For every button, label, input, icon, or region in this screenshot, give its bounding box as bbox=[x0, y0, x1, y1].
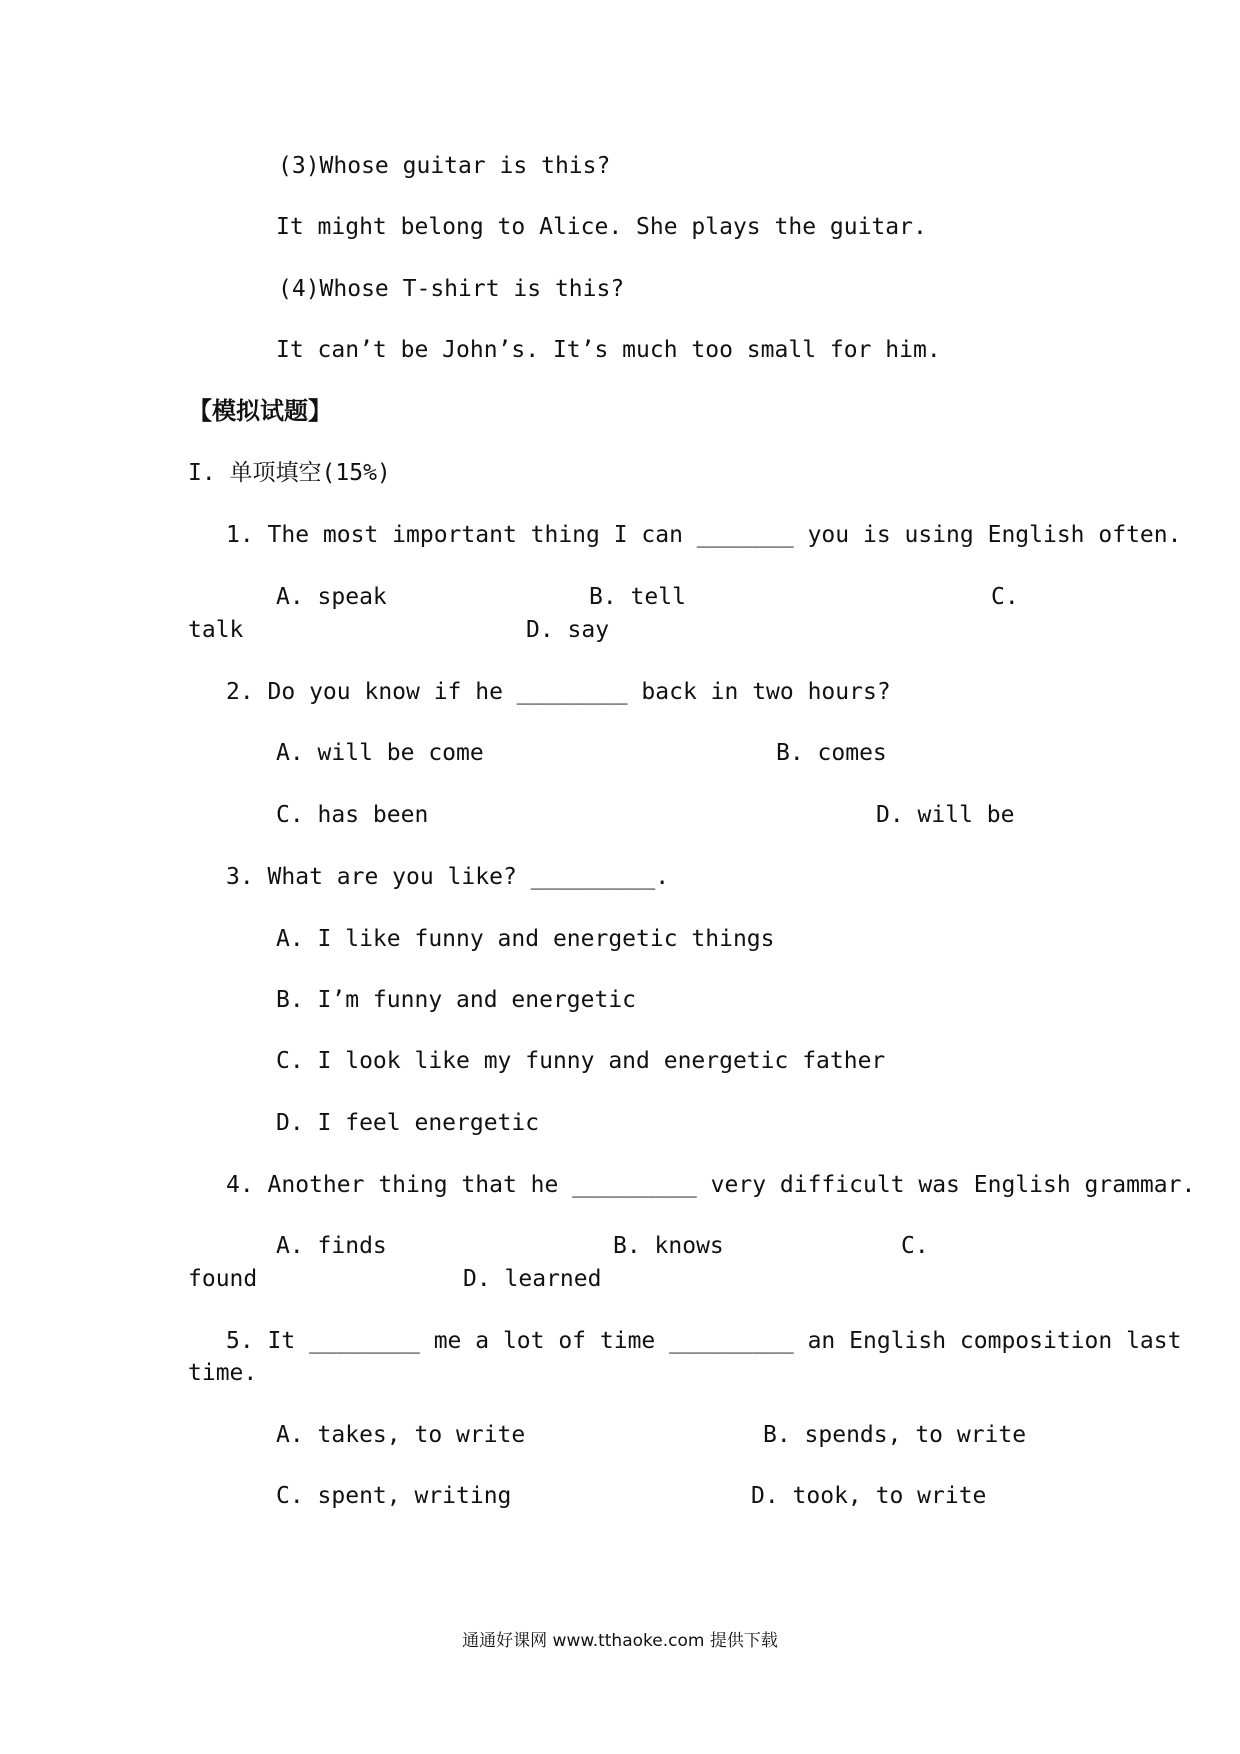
question-4-option-a: A. finds bbox=[276, 1233, 387, 1259]
section-title: 【模拟试题】 bbox=[188, 397, 332, 425]
question-5-stem: 5. It ________ me a lot of time _________ an English composition last bbox=[226, 1328, 1182, 1354]
question-1-option-c-text: talk bbox=[188, 617, 244, 643]
intro-question-3: (3)Whose guitar is this? bbox=[278, 153, 611, 179]
question-5-option-a: A. takes, to write bbox=[276, 1422, 526, 1448]
part-title: I. 单项填空(15%) bbox=[188, 460, 391, 486]
question-5-stem-continued: time. bbox=[188, 1360, 258, 1386]
question-2-option-c: C. has been bbox=[276, 802, 429, 828]
question-2-option-d: D. will be bbox=[876, 802, 1015, 828]
question-4-option-c: C. bbox=[901, 1233, 929, 1259]
question-1-option-c: C. bbox=[991, 584, 1019, 610]
question-1-option-b: B. tell bbox=[589, 584, 686, 610]
question-1-stem: 1. The most important thing I can _______ you is using English often. bbox=[226, 522, 1182, 548]
intro-answer-3: It might belong to Alice. She plays the guitar. bbox=[276, 214, 927, 240]
question-4-stem: 4. Another thing that he _________ very difficult was English grammar. bbox=[226, 1172, 1196, 1198]
question-3-stem: 3. What are you like? _________. bbox=[226, 864, 670, 890]
intro-answer-4: It can’t be John’s. It’s much too small for him. bbox=[276, 337, 941, 363]
question-2-stem: 2. Do you know if he ________ back in two hours? bbox=[226, 679, 891, 705]
question-4-option-c-text: found bbox=[188, 1266, 258, 1292]
question-5-option-d: D. took, to write bbox=[751, 1483, 987, 1509]
question-2-option-b: B. comes bbox=[776, 740, 887, 766]
question-1-option-a: A. speak bbox=[276, 584, 387, 610]
question-4-option-d: D. learned bbox=[463, 1266, 602, 1292]
question-3-option-a: A. I like funny and energetic things bbox=[276, 926, 775, 952]
page-footer: 通通好课网 www.tthaoke.com 提供下载 bbox=[462, 1631, 778, 1651]
question-3-option-d: D. I feel energetic bbox=[276, 1110, 540, 1136]
question-5-option-b: B. spends, to write bbox=[763, 1422, 1027, 1448]
question-4-option-b: B. knows bbox=[613, 1233, 724, 1259]
question-3-option-c: C. I look like my funny and energetic father bbox=[276, 1048, 886, 1074]
question-2-option-a: A. will be come bbox=[276, 740, 484, 766]
question-5-option-c: C. spent, writing bbox=[276, 1483, 512, 1509]
question-3-option-b: B. I’m funny and energetic bbox=[276, 987, 637, 1013]
intro-question-4: (4)Whose T-shirt is this? bbox=[278, 276, 625, 302]
question-1-option-d: D. say bbox=[526, 617, 610, 643]
